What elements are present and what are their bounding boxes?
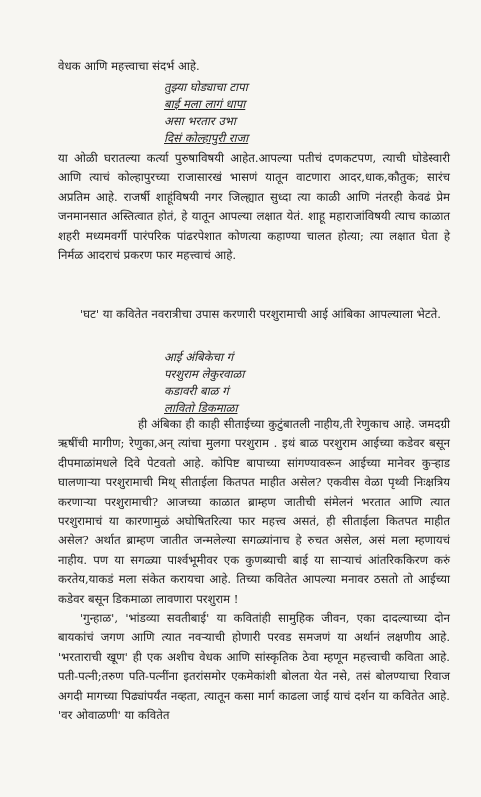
verse-1 bbox=[164, 79, 248, 147]
verse-2-line-1: आई अंबिकेचा गं bbox=[164, 350, 234, 364]
paragraph-1: वेधक आणि महत्त्वाचा संदर्भ आहे. bbox=[58, 59, 200, 73]
verse-2-line-4: लावितो डिकमाळा bbox=[164, 401, 238, 415]
verse-1-line-3: असा भरतार उभा bbox=[164, 114, 236, 128]
paragraph-4: ही अंबिका ही काही सीताईच्या कुटुंबातली नाहीय,ती रेणुकाच आहे. जमदग्री ऋषींची मागीण; रेणुका,अन् त्यांचा मुलगा परशुराम . इथं बाळ परशुराम आईच्या कडेवर बसून दीपमाळांमधले दिवे पेटवतो आहे. कोपिष्ट बापाच्या सांगण्यावरून आईच्या मानेवर कुऱ्हाड घालणाऱ्या परशुरामाची मिथ् सीताईला कितपत माहीत असेल? एकवीस वेळा पृथ्वी निःक्षत्रिय करणाऱ्या परशुरामाची? आजच्या काळात ब्राम्हण जातीची संमेलनं भरतात आणि त्यात परशुरामाचं या कारणामुळं अघोषितरित्या फार महत्त्व असतं, ही सीताईला कितपत माहीत असेल? अर्थात ब्राम्हण जातीत जन्मलेल्या सगळ्यांनाच हे रुचत असेल, असं मला म्हणायचं नाहीय. पण या सगळ्या पार्श्वभूमीवर एक कुणब्याची बाई या साऱ्याचं आंतरिककिरण करुं करतेय,याकडं मला संकेत करायचा आहे. तिच्या कवितेत आपल्या मनावर ठसतो तो आईच्या कडेवर बसून डिकमाळा लावणारा परशुराम ! bbox=[58, 417, 450, 606]
verse-2-line-3: कडावरी बाळ गं bbox=[164, 384, 229, 398]
verse-1-line-4: दिसं कोल्हापुरी राजा bbox=[164, 131, 249, 145]
verse-2-line-2: परशुराम लेकुरवाळा bbox=[164, 367, 245, 381]
paragraph-3: 'घट' या कवितेत नवरात्रीचा उपास करणारी परशुरामाची आई आंबिका आपल्याला भेटते. bbox=[80, 307, 441, 321]
paragraph-2: या ओळी घरातल्या कर्त्या पुरुषाविषयी आहेत.आपल्या पतीचं दणकटपण, त्याची घोडेस्वारी आणि त्याचं कोल्हापुरच्या राजासारखं भासणं यातून वाटणारा आदर,धाक,कौतुक; सारंच अप्रतिम आहे. राजर्षी शाहूंविषयी नगर जिल्ह्यात सुध्दा त्या काळी आणि नंतरही केवढं प्रेम जनमानसात अस्तित्वात होतं, हे यातून आपल्या लक्षात येतं. शाहू महाराजांविषयी त्याच काळात शहरी मध्यमवर्गी पारंपरिक पांढरपेशात कोणत्या कहाण्या चालत होत्या; त्या लक्षात घेता हे निर्मळ आदराचं प्रकरण फार महत्त्वाचं आहे. bbox=[58, 151, 450, 263]
paragraph-5: 'गुन्हाळ', 'भांडव्या सवतीबाई' या कवितांही सामुहिक जीवन, एका दादल्याच्या दोन बायकांचं जगण आणि त्यात नवऱ्याची होणारी परवड समजणं या अर्थानं लक्षणीय आहे. 'भरताराची खूण' ही एक अशीच वेधक आणि सांस्कृतिक ठेवा म्हणून महत्त्वाची कविता आहे. पती-पत्नी;तरुण पति-पत्नींना इतरांसमोर एकमेकांशी बोलता येत नसे, तसं बोलण्याचा रिवाज अगदी मागच्या पिढ्यांपर्यंत नव्हता, त्यातून कसा मार्ग काढला जाई याचं दर्शन या कवितेत आहे. 'वर ओवाळणी' या कवितेत bbox=[58, 611, 450, 723]
verse-1-line-1: तुझ्या घोड्याचा टापा bbox=[164, 80, 248, 94]
verse-1-line-2: बाई मला लागं धापा bbox=[164, 97, 246, 111]
verse-2 bbox=[164, 349, 244, 417]
